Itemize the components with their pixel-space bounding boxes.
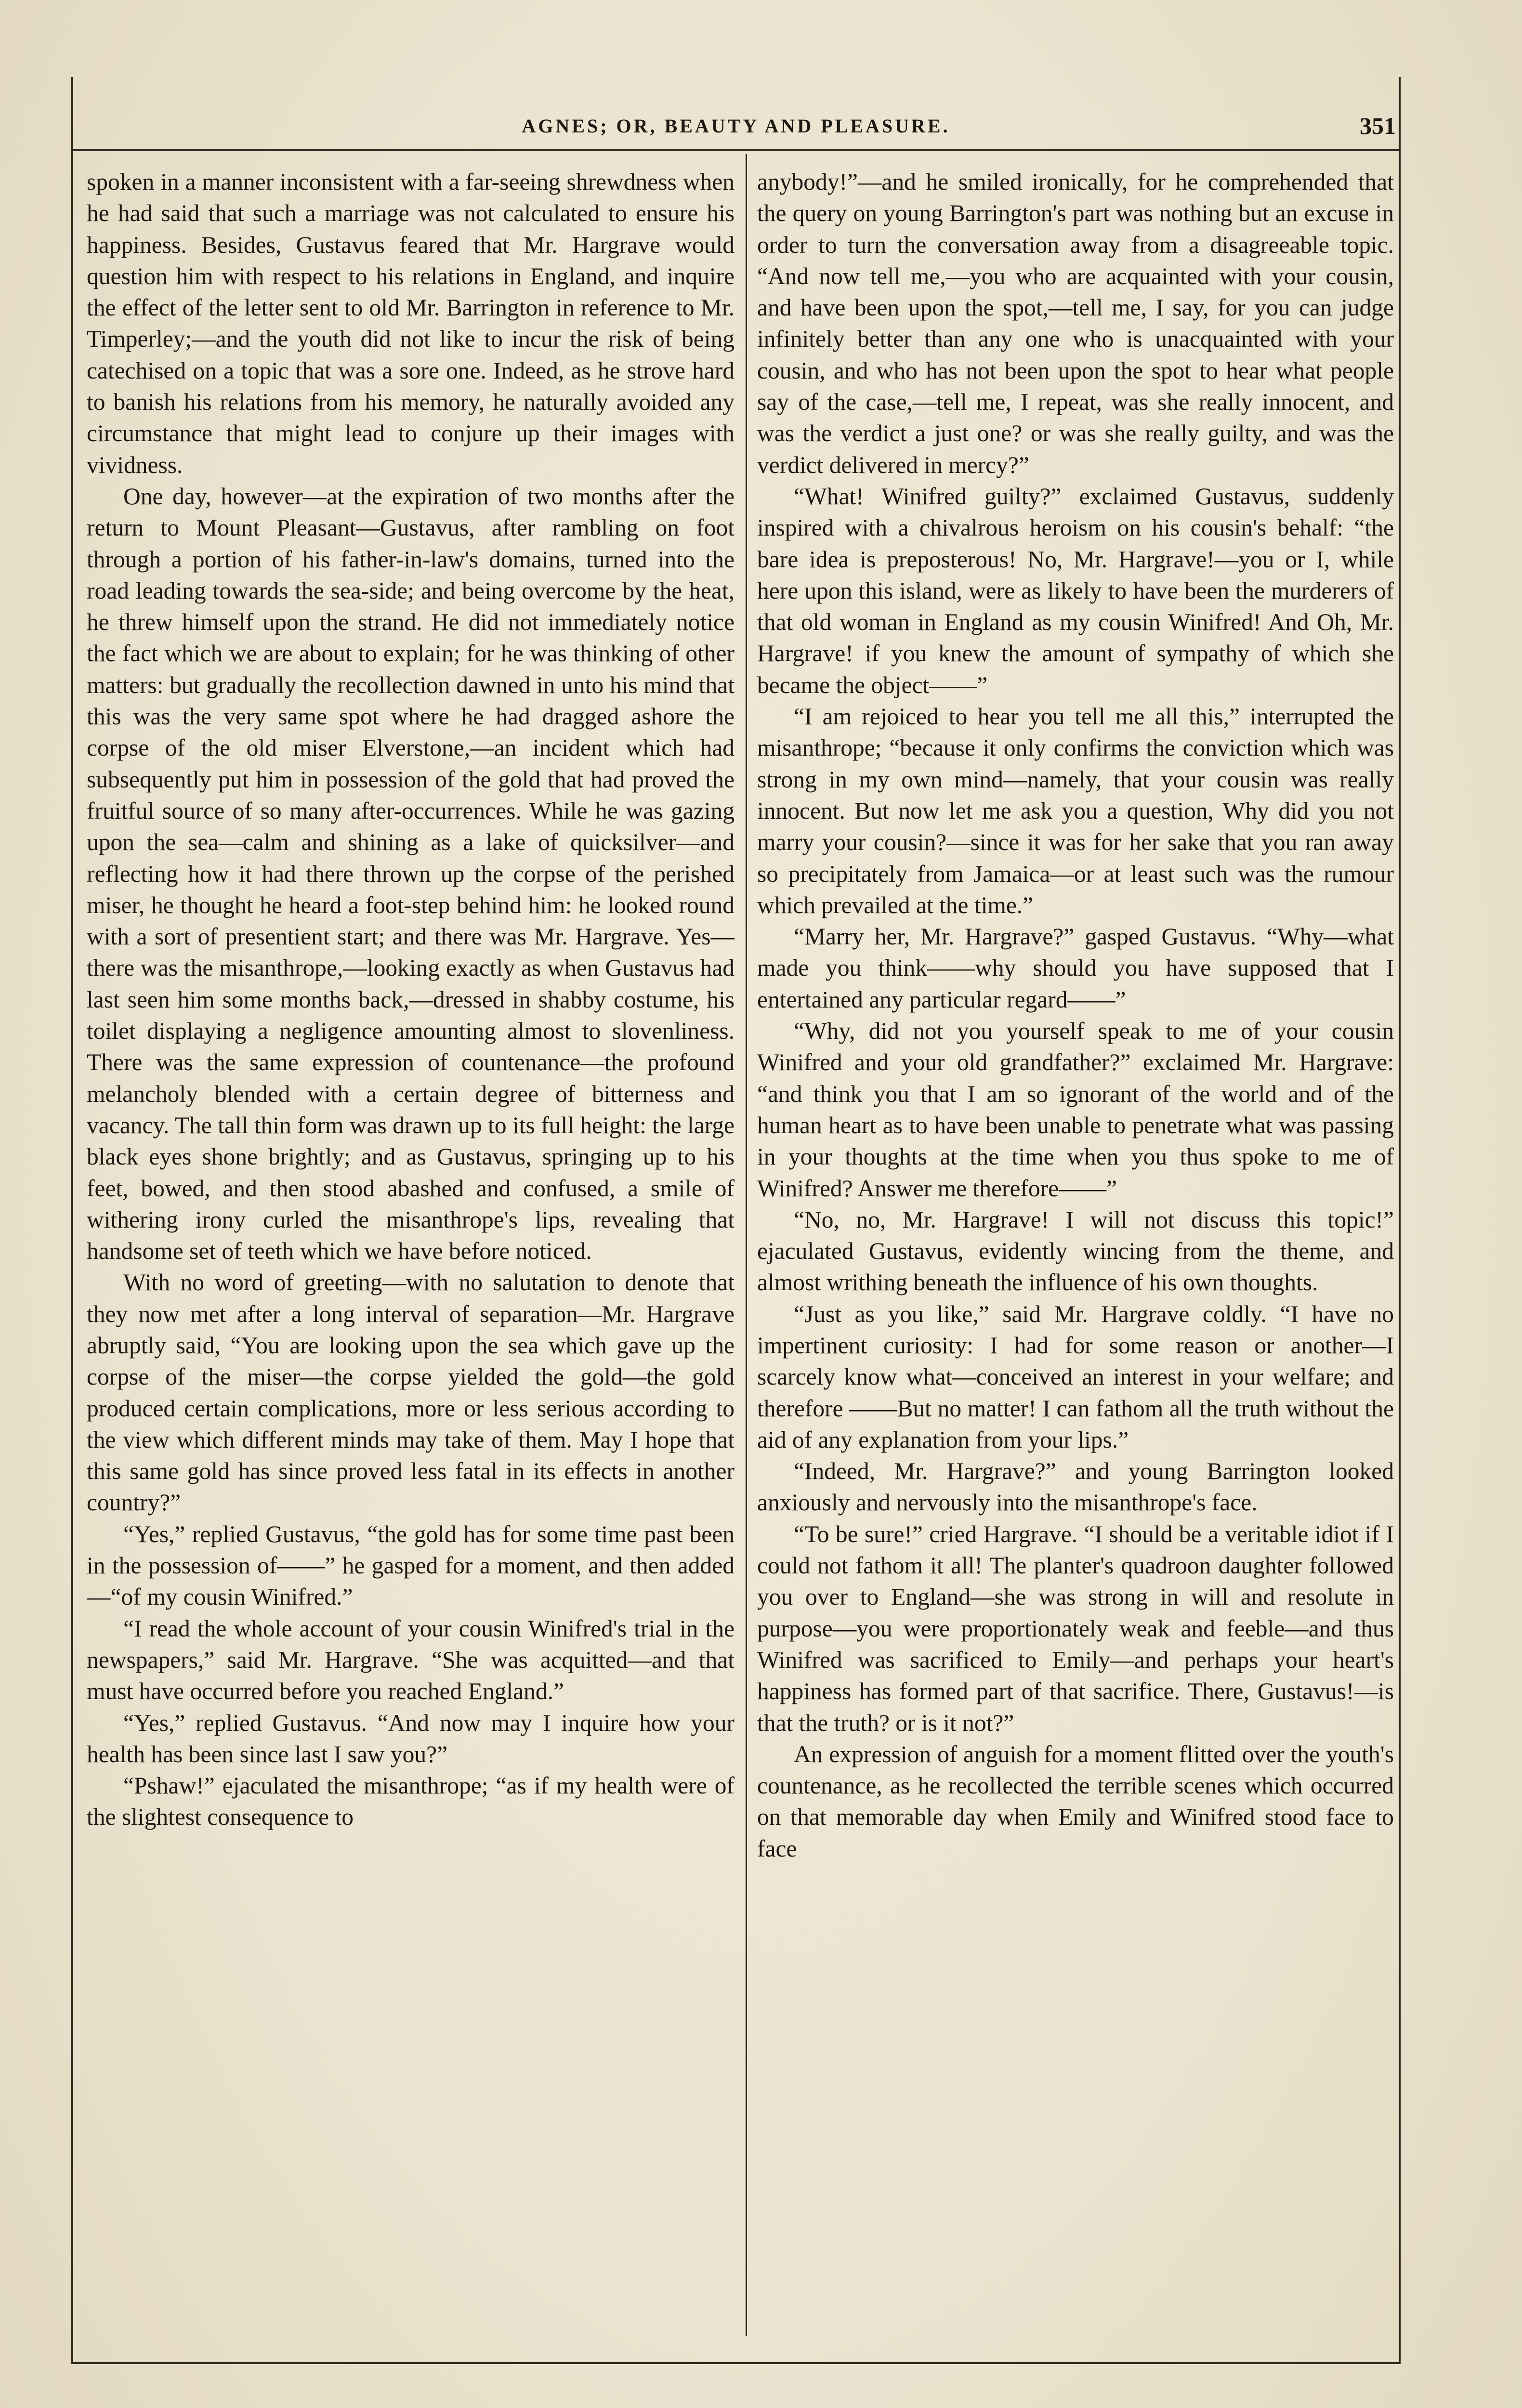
header-rule: [71, 149, 1401, 151]
paragraph: “Indeed, Mr. Hargrave?” and young Barrington looked anxiously and nervously into the misanthrope's face.: [757, 1458, 1394, 1516]
paragraph: “Why, did not you yourself speak to me of your cousin Winifred and your old grandfather?” exclaimed Mr. Hargrave: “and think you that I am so ignorant of the world and of the human heart as to have been unable to penetrate what was passing in your thoughts at the time when you thus spoke to me of Winifred? Answer me therefore——”: [757, 1018, 1394, 1202]
running-head: AGNES; OR, BEAUTY AND PLEASURE.: [522, 115, 950, 137]
paragraph: With no word of greeting—with no salutation to denote that they now met after a long interval of separation—Mr. Hargrave abruptly said, “You are looking upon the sea which gave up the corpse of the miser—the corpse yielded the gold—the gold produced certain complications, more or less serious according to the view which different minds may take of them. May I hope that this same gold has since proved less fatal in its effects in another country?”: [87, 1269, 735, 1516]
page-header: [71, 112, 1401, 144]
paragraph: “I read the whole account of your cousin Winifred's trial in the newspapers,” said Mr. Hargrave. “She was acquitted—and that must have occurred before you reached England.”: [87, 1615, 735, 1705]
right-column: [757, 166, 1394, 2357]
paragraph: “Yes,” replied Gustavus. “And now may I inquire how your health has been since last I saw you?”: [87, 1709, 735, 1767]
paragraph: An expression of anguish for a moment flitted over the youth's countenance, as he recollected the terrible scenes which occurred on that memorable day when Emily and Winifred stood face to face: [757, 1741, 1394, 1862]
paragraph: “I am rejoiced to hear you tell me all this,” interrupted the misanthrope; “because it only confirms the conviction which was strong in my own mind—namely, that your cousin was really innocent. But now let me ask you a question, Why did you not marry your cousin?—since it was for her sake that you ran away so precipitately from Jamaica—or at least such was the rumour which prevailed at the time.”: [757, 703, 1394, 918]
column-divider: [746, 154, 747, 2336]
paragraph: “Pshaw!” ejaculated the misanthrope; “as if my health were of the slightest consequence to: [87, 1772, 735, 1831]
paragraph: spoken in a manner inconsistent with a far-seeing shrewdness when he had said that such a marriage was not calculated to ensure his happiness. Besides, Gustavus feared that Mr. Hargrave would question him with respect to his relations in England, and inquire the effect of the letter sent to old Mr. Barrington in reference to Mr. Timperley;—and the youth did not like to incur the risk of being catechised on a topic that was a sore one. Indeed, as he strove hard to banish his relations from his memory, he naturally avoided any circumstance that might lead to conjure up their images with vividness.: [87, 169, 735, 478]
left-column: [87, 166, 735, 2357]
paragraph: One day, however—at the expiration of two months after the return to Mount Pleasant—Gustavus, after rambling on foot through a portion of his father-in-law's domains, turned into the road leading towards the sea-side; and being overcome by the heat, he threw himself upon the strand. He did not immediately notice the fact which we are about to explain; for he was thinking of other matters: but gradually the recollection dawned in unto his mind that this was the very same spot where he had dragged ashore the corpse of the old miser Elverstone,—an incident which had subsequently put him in possession of the gold that had proved the fruitful source of so many after-occurrences. While he was gazing upon the sea—calm and shining as a lake of quicksilver—and reflecting how it had there thrown up the corpse of the perished miser, he thought he heard a foot-step behind him: he looked round with a sort of presentient start; and there was Mr. Hargrave. Yes—there was the misanthrope,—looking exactly as when Gustavus had last seen him some months back,—dressed in shabby costume, his toilet displaying a negligence amounting almost to slovenliness. There was the same expression of countenance—the profound melancholy blended with a certain degree of bitterness and vacancy. The tall thin form was drawn up to its full height: the large black eyes shone brightly; and as Gustavus, springing up to his feet, bowed, and then stood abashed and confused, a smile of withering irony curled the misanthrope's lips, revealing that handsome set of teeth which we have before noticed.: [87, 483, 735, 1265]
paragraph: “To be sure!” cried Hargrave. “I should be a veritable idiot if I could not fathom it all! The planter's quadroon daughter followed you over to England—she was strong in will and resolute in purpose—you were proportionately weak and feeble—and thus Winifred was sacrificed to Emily—and perhaps your heart's happiness has formed part of that sacrifice. There, Gustavus!—is that the truth? or is it not?”: [757, 1520, 1394, 1736]
paragraph: “No, no, Mr. Hargrave! I will not discuss this topic!” ejaculated Gustavus, evidently wincing from the theme, and almost writhing beneath the influence of his own thoughts.: [757, 1206, 1394, 1296]
paragraph: “Marry her, Mr. Hargrave?” gasped Gustavus. “Why—what made you think——why should you have supposed that I entertained any particular regard——”: [757, 923, 1394, 1013]
paragraph: “What! Winifred guilty?” exclaimed Gustavus, suddenly inspired with a chivalrous heroism on his cousin's behalf: “the bare idea is preposterous! No, Mr. Hargrave!—you or I, while here upon this island, were as likely to have been the murderers of that old woman in England as my cousin Winifred! And Oh, Mr. Hargrave! if you knew the amount of sympathy of which she became the object——”: [757, 483, 1394, 698]
paragraph: “Just as you like,” said Mr. Hargrave coldly. “I have no impertinent curiosity: I had for some reason or another—I scarcely know what—conceived an interest in your welfare; and therefore ——But no matter! I can fathom all the truth without the aid of any explanation from your lips.”: [757, 1300, 1394, 1453]
page-number: 351: [1360, 112, 1396, 139]
paragraph: anybody!”—and he smiled ironically, for he comprehended that the query on young Barrington's part was nothing but an excuse in order to turn the conversation away from a disagreeable topic. “And now tell me,—you who are acquainted with your cousin, and have been upon the spot,—tell me, I say, for you can judge infinitely better than any one who is unacquainted with your cousin, and who has not been upon the spot to hear what people say of the case,—tell me, I repeat, was she really innocent, and was the verdict a just one? or was she really guilty, and was the verdict delivered in mercy?”: [757, 169, 1394, 478]
paragraph: “Yes,” replied Gustavus, “the gold has for some time past been in the possession of——” he gasped for a moment, and then added—“of my cousin Winifred.”: [87, 1520, 735, 1610]
